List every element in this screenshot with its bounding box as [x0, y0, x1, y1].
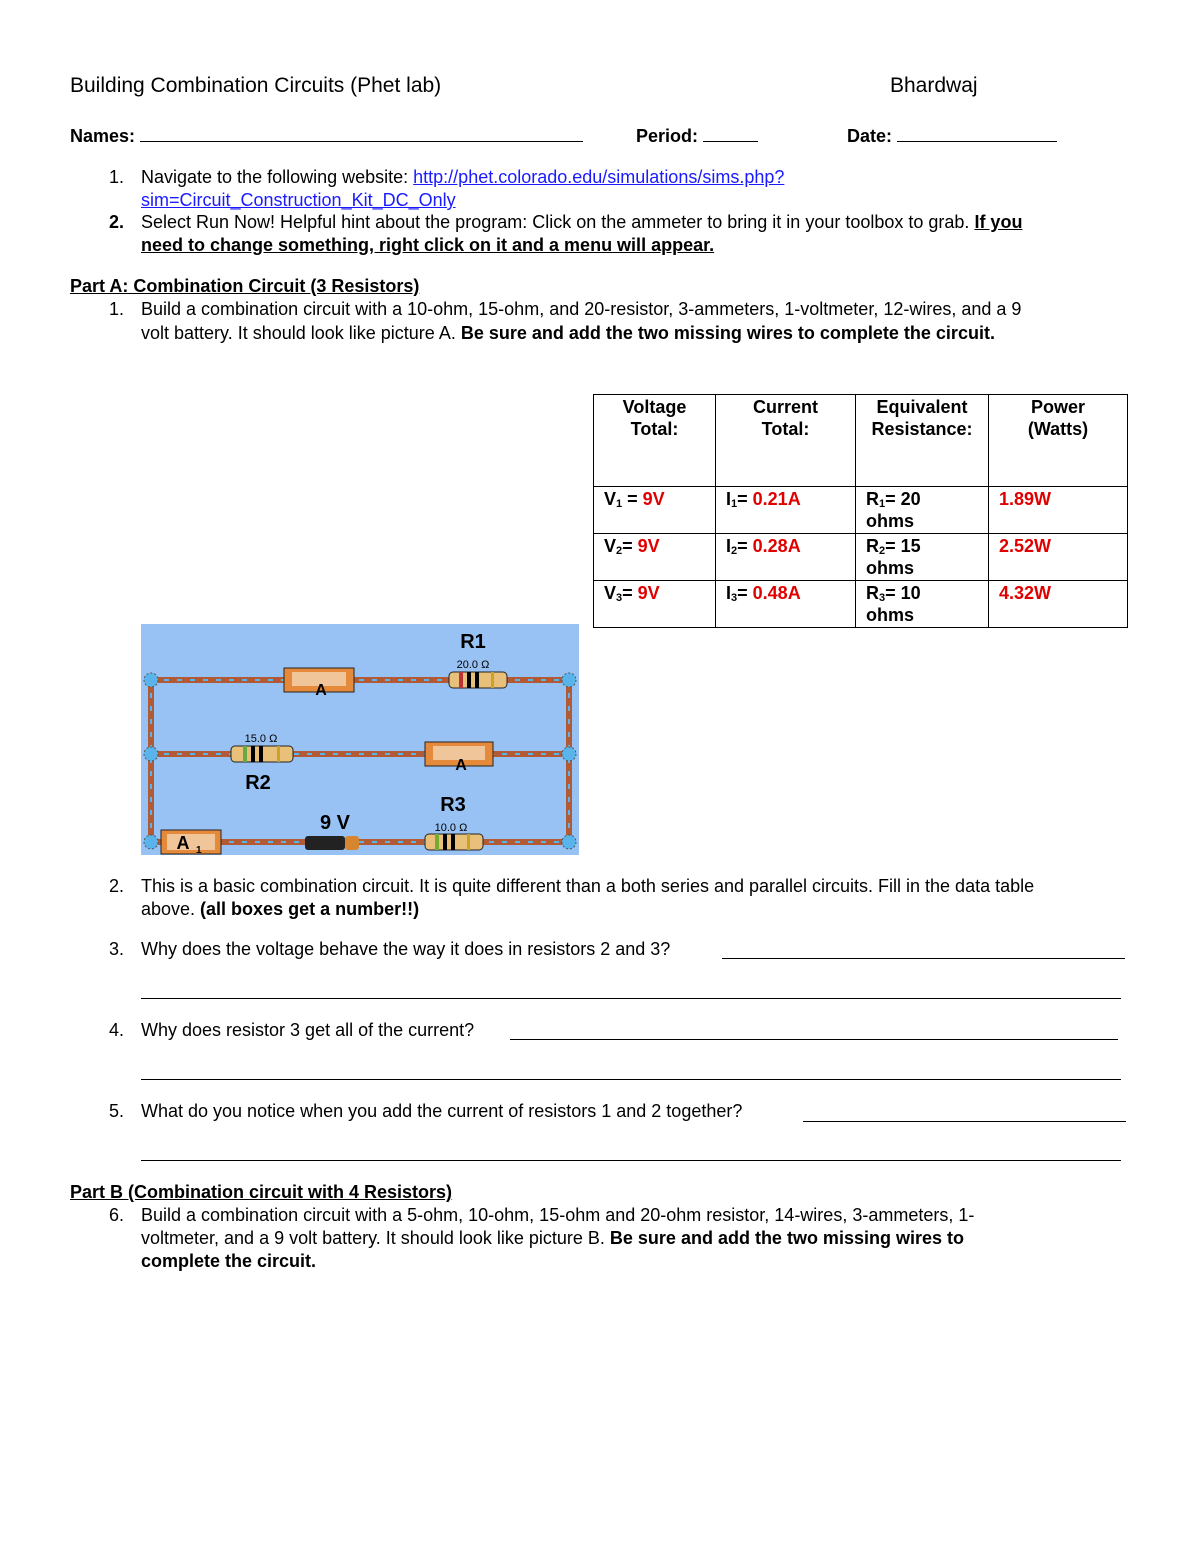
data-table — [593, 394, 1128, 628]
answer-line[interactable] — [141, 1160, 1121, 1161]
current-cell: $I_1= 0.21A$ — [716, 487, 856, 534]
battery-label: 9 V — [319, 812, 351, 834]
part-b-text: voltmeter, and a 9 volt battery. It should look like picture B. — [141, 1228, 610, 1248]
question-2-line2 — [141, 898, 419, 921]
r3-value: 10.0 Ω — [434, 822, 468, 834]
step-2-bold: If you — [974, 212, 1023, 232]
resistance-cell: $R_1= 20$ ohms — [856, 487, 989, 534]
r2-label: R2 — [245, 772, 271, 794]
question-5-text: What do you notice when you add the current of resistors 1 and 2 together? — [141, 1101, 743, 1121]
resistance-cell: $R_2= 15$ ohms — [856, 534, 989, 581]
table-row — [594, 487, 1128, 534]
question-2-number: 2. — [108, 876, 124, 896]
question-3-number: 3. — [108, 939, 124, 959]
table-row — [594, 581, 1128, 628]
date-blank[interactable] — [897, 126, 1057, 142]
ammeter-a1[interactable] — [161, 830, 221, 855]
current-cell: $I_3= 0.48A$ — [716, 581, 856, 628]
period-label: Period: — [636, 126, 699, 146]
period-blank[interactable] — [703, 126, 758, 142]
answer-line[interactable] — [803, 1121, 1126, 1122]
phet-link-continued[interactable]: sim=Circuit_Construction_Kit_DC_Only — [141, 190, 456, 210]
part-b-line3: complete the circuit. — [141, 1251, 317, 1271]
voltage-cell: $V_1 = 9V$ — [594, 487, 716, 534]
power-cell: 2.52W — [989, 534, 1128, 581]
header-resistance: Equivalent Resistance: — [856, 395, 989, 487]
date-row — [847, 125, 1057, 148]
date-label: Date: — [847, 126, 893, 146]
names-row — [70, 125, 583, 148]
answer-line[interactable] — [141, 1079, 1121, 1080]
question-4-number: 4. — [108, 1020, 124, 1040]
names-label: Names: — [70, 126, 136, 146]
page-title: Building Combination Circuits (Phet lab) — [70, 74, 442, 97]
teacher-name: Bhardwaj — [890, 74, 978, 97]
power-cell: 1.89W — [989, 487, 1128, 534]
names-blank[interactable] — [140, 126, 583, 142]
question-3-text: Why does the voltage behave the way it does in resistors 2 and 3? — [141, 939, 671, 959]
question-2-line1: This is a basic combination circuit. It is quite different than a both series and parallel circuits. Fill in the data table — [141, 876, 1035, 896]
r2-value: 15.0 Ω — [244, 733, 278, 745]
step-2 — [141, 211, 1022, 234]
step-2-number: 2. — [108, 212, 124, 232]
r1-label: R1 — [460, 631, 486, 653]
part-b-heading: Part B (Combination circuit with 4 Resistors) — [70, 1182, 453, 1202]
ammeter-a1-label: A — [176, 833, 190, 853]
part-a-step-1-line1: Build a combination circuit with a 10-ohm, 15-ohm, and 20-resistor, 3-ammeters, 1-voltmeter, 12-wires, and a 9 — [141, 299, 1022, 319]
step-2-text: Select Run Now! Helpful hint about the program: Click on the ammeter to bring it in your toolbox to grab. — [141, 212, 975, 232]
power-cell: 4.32W — [989, 581, 1128, 628]
circuit-diagram — [141, 624, 579, 855]
step-2-bold-continued: need to change something, right click on it and a menu will appear. — [141, 235, 715, 255]
header-voltage: Voltage Total: — [594, 395, 716, 487]
part-b-line2 — [141, 1227, 964, 1250]
answer-line[interactable] — [722, 958, 1125, 959]
current-cell: $I_2= 0.28A$ — [716, 534, 856, 581]
step-1 — [141, 166, 784, 189]
part-b-step-number: 6. — [108, 1205, 124, 1225]
part-a-step-1-number: 1. — [108, 299, 124, 319]
part-b-bold: Be sure and add the two missing wires to — [609, 1228, 964, 1248]
r1-value: 20.0 Ω — [456, 659, 490, 671]
question-2-bold: (all boxes get a number!!) — [200, 899, 420, 919]
question-4-text: Why does resistor 3 get all of the current? — [141, 1020, 475, 1040]
part-b-line1: Build a combination circuit with a 5-ohm, 10-ohm, 15-ohm and 20-ohm resistor, 14-wires, 3-ammeters, 1- — [141, 1205, 975, 1225]
step-1-text: Navigate to the following website: — [141, 167, 414, 187]
ammeter-a1-sub: 1 — [196, 845, 202, 855]
part-a-heading: Part A: Combination Circuit (3 Resistors) — [70, 276, 420, 296]
table-header-row — [594, 395, 1128, 487]
question-5-number: 5. — [108, 1101, 124, 1121]
question-2-text: above. — [141, 899, 201, 919]
voltage-cell: $V_3= 9V$ — [594, 581, 716, 628]
part-a-step-1-bold: Be sure and add the two missing wires to complete the circuit. — [460, 323, 995, 343]
resistance-cell: $R_3= 10$ ohms — [856, 581, 989, 628]
part-a-step-1-line2 — [141, 322, 995, 345]
header-current: Current Total: — [716, 395, 856, 487]
ammeter-middle-label: A — [455, 757, 467, 774]
circuit-background — [141, 624, 579, 855]
part-a-step-1-text: volt battery. It should look like picture A. — [141, 323, 461, 343]
table-row — [594, 534, 1128, 581]
ammeter-top-label: A — [315, 682, 327, 699]
step-1-number: 1. — [108, 167, 124, 187]
answer-line[interactable] — [141, 998, 1121, 999]
answer-line[interactable] — [510, 1039, 1118, 1040]
period-row — [636, 125, 758, 148]
phet-link[interactable]: http://phet.colorado.edu/simulations/sims.php? — [413, 167, 785, 187]
voltage-cell: $V_2= 9V$ — [594, 534, 716, 581]
r3-label: R3 — [440, 794, 466, 816]
header-power: Power (Watts) — [989, 395, 1128, 487]
